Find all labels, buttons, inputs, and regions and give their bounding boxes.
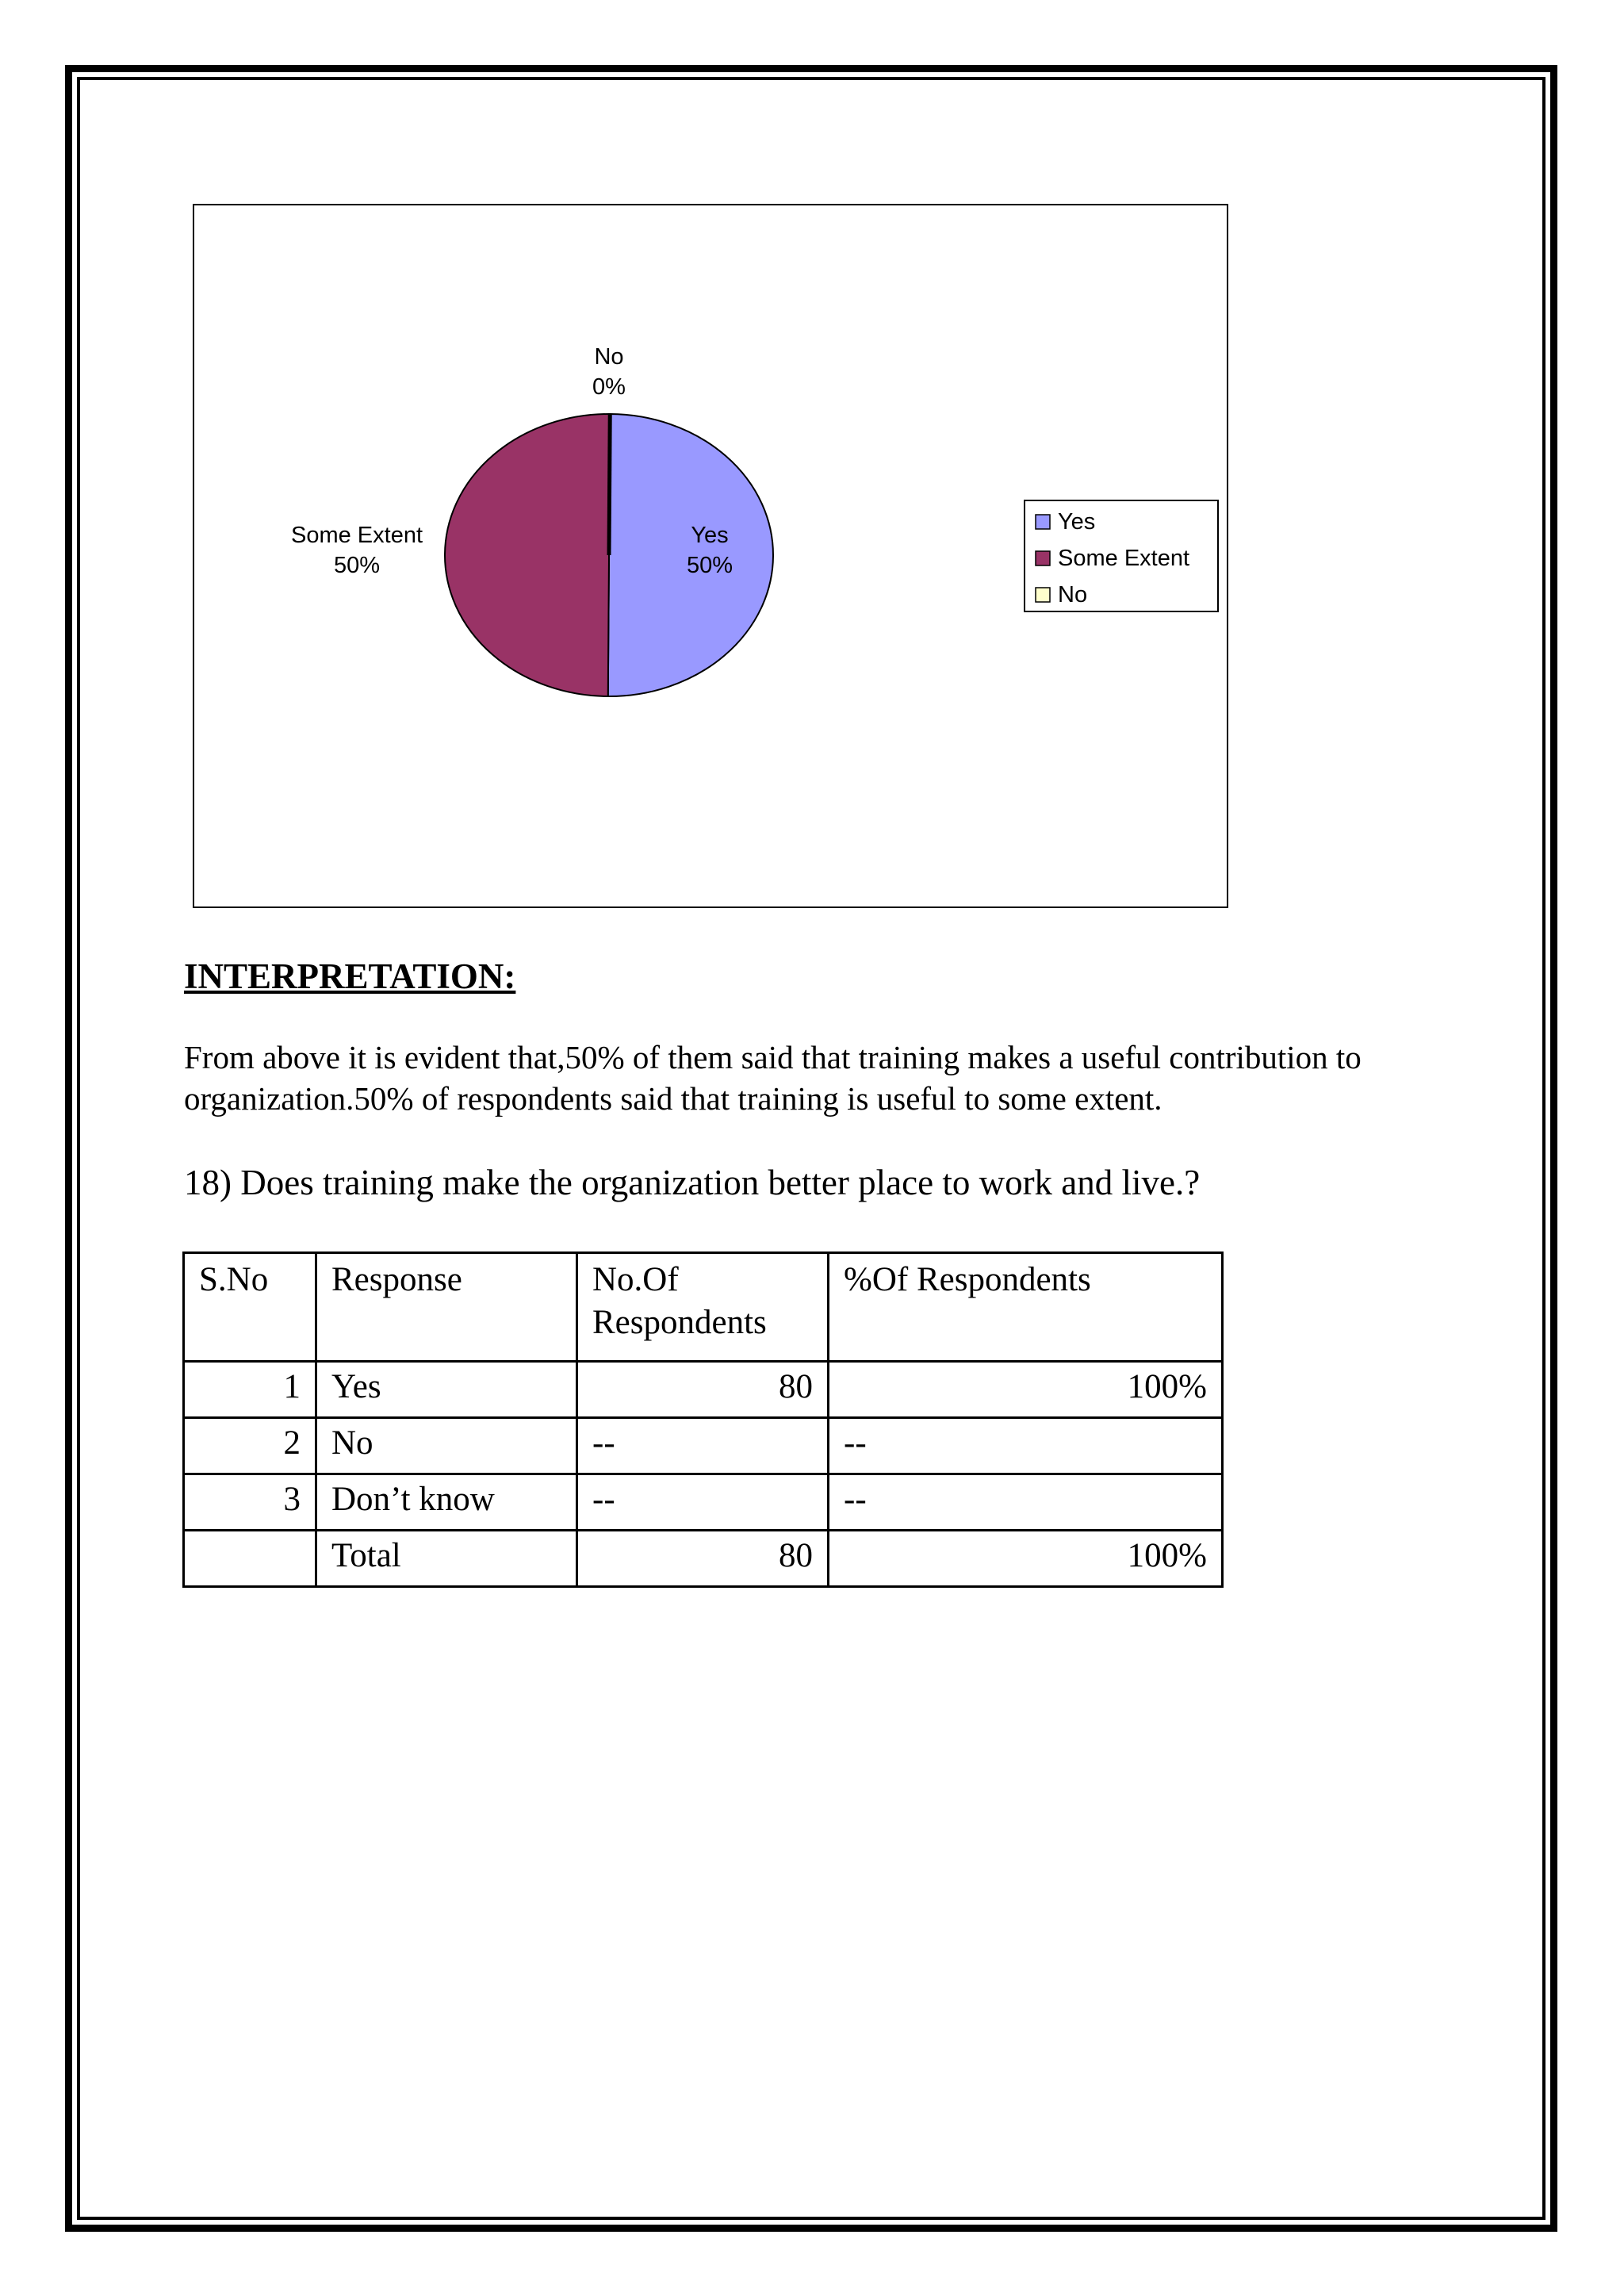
cell-sno: 3 bbox=[184, 1474, 316, 1531]
pie-slice-no bbox=[609, 414, 610, 555]
header-count-line2: Respondents bbox=[592, 1304, 767, 1341]
cell-sno bbox=[184, 1531, 316, 1587]
pie-slice-some-extent bbox=[445, 414, 610, 696]
cell-percent: 100% bbox=[829, 1531, 1223, 1587]
cell-percent: 100% bbox=[829, 1362, 1223, 1418]
chart-legend bbox=[1025, 500, 1218, 611]
pie-data-label-some-extent: Some Extent 50% bbox=[290, 523, 423, 578]
legend-swatch-some-extent bbox=[1036, 551, 1050, 565]
header-count-line1: No.Of bbox=[592, 1261, 679, 1298]
interpretation-heading: INTERPRETATION: bbox=[184, 956, 516, 996]
pie-data-label-yes: Yes 50% bbox=[686, 523, 733, 578]
pie-data-label-no: No 0% bbox=[592, 344, 626, 400]
cell-response: Yes bbox=[316, 1362, 577, 1418]
legend-label-no: No bbox=[1058, 582, 1088, 608]
header-count bbox=[577, 1253, 829, 1362]
cell-count: 80 bbox=[577, 1362, 829, 1418]
cell-sno: 2 bbox=[184, 1418, 316, 1474]
cell-count: -- bbox=[577, 1418, 829, 1474]
cell-count: 80 bbox=[577, 1531, 829, 1587]
header-sno: S.No bbox=[184, 1253, 316, 1362]
table-total-row bbox=[184, 1531, 1223, 1587]
cell-response: No bbox=[316, 1418, 577, 1474]
cell-count: -- bbox=[577, 1474, 829, 1531]
cell-sno: 1 bbox=[184, 1362, 316, 1418]
pie-chart bbox=[193, 204, 1228, 908]
question-text: 18) Does training make the organization better place to work and live.? bbox=[184, 1163, 1201, 1202]
interpretation-text: From above it is evident that,50% of them said that training makes a useful contribution to organization.50% of respondents said that training is useful to some extent. bbox=[184, 1039, 1362, 1117]
cell-percent: -- bbox=[829, 1474, 1223, 1531]
header-response: Response bbox=[316, 1253, 577, 1362]
cell-percent: -- bbox=[829, 1418, 1223, 1474]
pie-chart-svg bbox=[194, 205, 1227, 907]
table-row bbox=[184, 1362, 1223, 1418]
table-header-row bbox=[184, 1253, 1223, 1362]
legend-label-some-extent: Some Extent bbox=[1058, 546, 1190, 571]
cell-response: Don’t know bbox=[316, 1474, 577, 1531]
table-row bbox=[184, 1474, 1223, 1531]
table-row bbox=[184, 1418, 1223, 1474]
legend-swatch-yes bbox=[1036, 515, 1050, 529]
legend-label-yes: Yes bbox=[1058, 509, 1096, 535]
header-percent: %Of Respondents bbox=[829, 1253, 1223, 1362]
cell-response: Total bbox=[316, 1531, 577, 1587]
legend-swatch-no bbox=[1036, 588, 1050, 602]
responses-table bbox=[182, 1251, 1224, 1588]
